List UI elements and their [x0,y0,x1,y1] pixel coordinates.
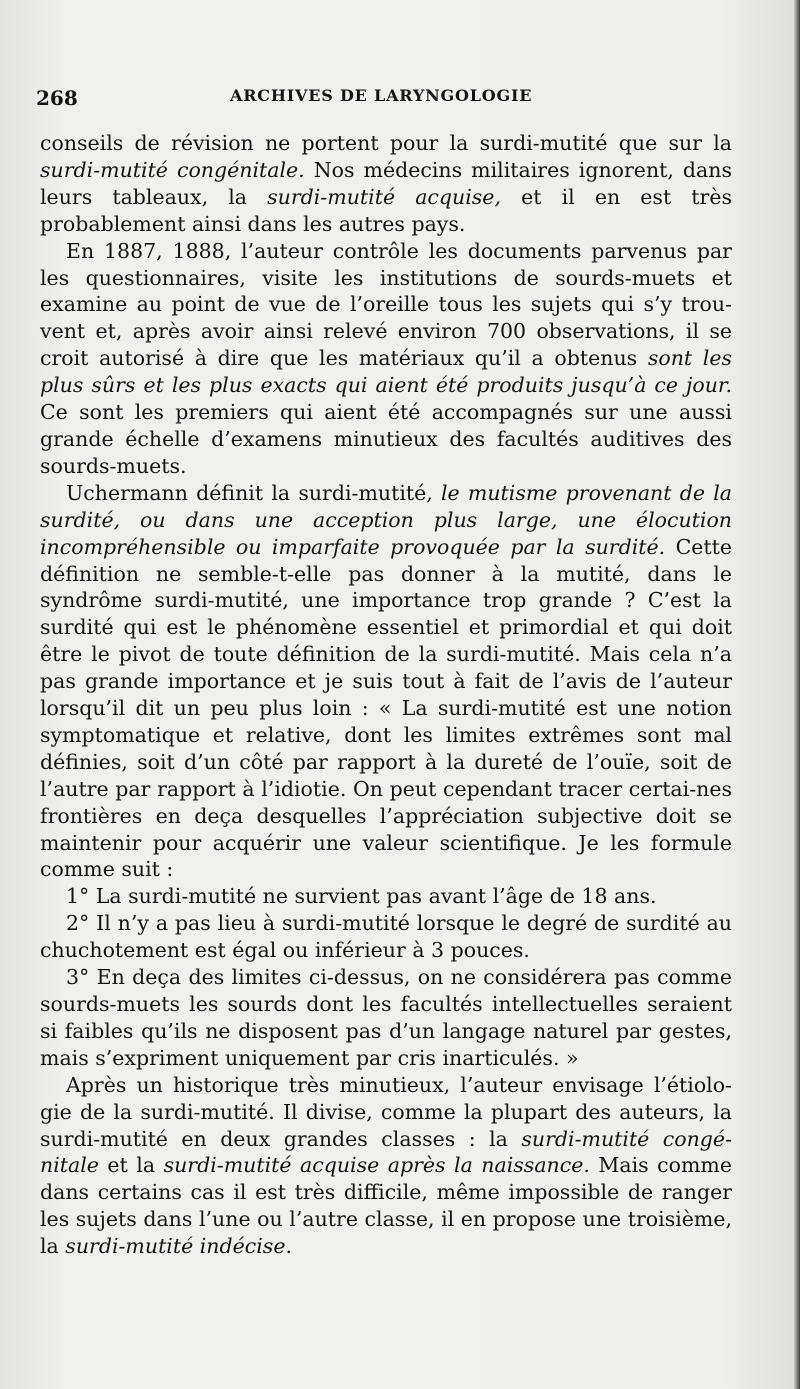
text-run: conseils de révision ne portent pour la surdi-mutité que sur la [40,131,732,155]
text-run: 1° La surdi-mutité ne survient pas avant l’âge de 18 ans. [66,884,657,909]
paragraph [40,480,732,884]
page-number: 268 [36,86,78,110]
body-text [40,130,732,1260]
running-title: ARCHIVES DE LARYNGOLOGIE [230,86,533,105]
paragraph [40,910,732,964]
italic-text: sont les plus sûrs et les plus exacts qui aient été produits jusqu’à ce jour. [40,346,732,398]
italic-text: surdi-mutité indécise. [65,1234,292,1259]
text-run: Mais comme dans certains cas il est très difficile, même impossible de ranger les sujets dans l’une ou l’autre classe, il en propose une troisième, la [40,1153,732,1259]
text-run: Nos médecins militaires ignorent, dans leurs tableaux, la [40,157,733,209]
paragraph [40,964,732,1072]
text-run: et il en est très probablement ainsi dans les autres pays. [40,184,732,236]
paragraph [40,1072,732,1260]
text-run: et la [98,1153,164,1178]
italic-text: le mutisme provenant de la surdité, ou dans une acception plus large, une élocution incompréhensible ou imparfaite provoquée par la surdité. [40,480,732,559]
text-run: Ce sont les premiers qui aient été accompagnés sur une aussi grande échelle d’examens minutieux des facultés auditives des sourds-muets. [40,400,732,478]
italic-text: surdi-mutité acquise, [267,184,501,209]
italic-text: surdi-mutité congé-nitale [40,1126,732,1178]
paragraph [40,238,732,480]
italic-text: surdi-mutité acquise après la naissance. [163,1153,590,1178]
page-edge-shadow [794,0,800,1389]
italic-text: surdi-mutité congénitale. [40,157,305,182]
text-run: Cette définition ne semble-t-elle pas donner à la mutité, dans le syndrôme surdi-mutité, une importance trop grande ? C’est la surdité qui est le phénomène essentiel et primordial et qui doit être le pivot de toute définition de la surdi-mutité. Mais cela n’a pas grande importance et je suis tout à fait de l’avis de l’auteur lorsqu’il dit un peu plus loin : « La surdi-mutité est une notion symptomatique et relative, dont les limites extrêmes sont mal définies, soit d’un côté par rapport à la dureté de l’ouïe, soit de l’autre par rapport à l’idiotie. On peut cependant tracer certai-nes frontières en deça desquelles l’appréciation subjective doit se maintenir pour acquérir une valeur scientifique. Je les formule comme suit : [40,534,732,882]
text-run: 3° En deça des limites ci-dessus, on ne considérera pas comme sourds-muets les sourds dont les facultés intellectuelles seraient si faibles qu’ils ne disposent pas d’un langage naturel par gestes, mais s’expriment uniquement par cris inarticulés. » [40,965,732,1070]
text-run: Après un historique très minutieux, l’auteur envisage l’étiolo-gie de la surdi-mutité. Il divise, comme la plupart des auteurs, la surdi-mutité en deux grandes classes : la [40,1072,732,1151]
paragraph [40,883,732,910]
text-run: 2° Il n’y a pas lieu à surdi-mutité lorsque le degré de surdité au chuchotement est égal ou inférieur à 3 pouces. [40,911,732,963]
paragraph [40,130,732,238]
text-run: Uchermann définit la surdi-mutité, [66,480,441,505]
text-run: En 1887, 1888, l’auteur contrôle les documents parvenus par les questionnaires, visite les institutions de sourds-muets et examine au point de vue de l’oreille tous les sujets qui s’y trou-vent et, après avoir ainsi relevé environ 700 observations, il se croit autorisé à dire que les matériaux qu’il a obtenus [40,238,732,371]
